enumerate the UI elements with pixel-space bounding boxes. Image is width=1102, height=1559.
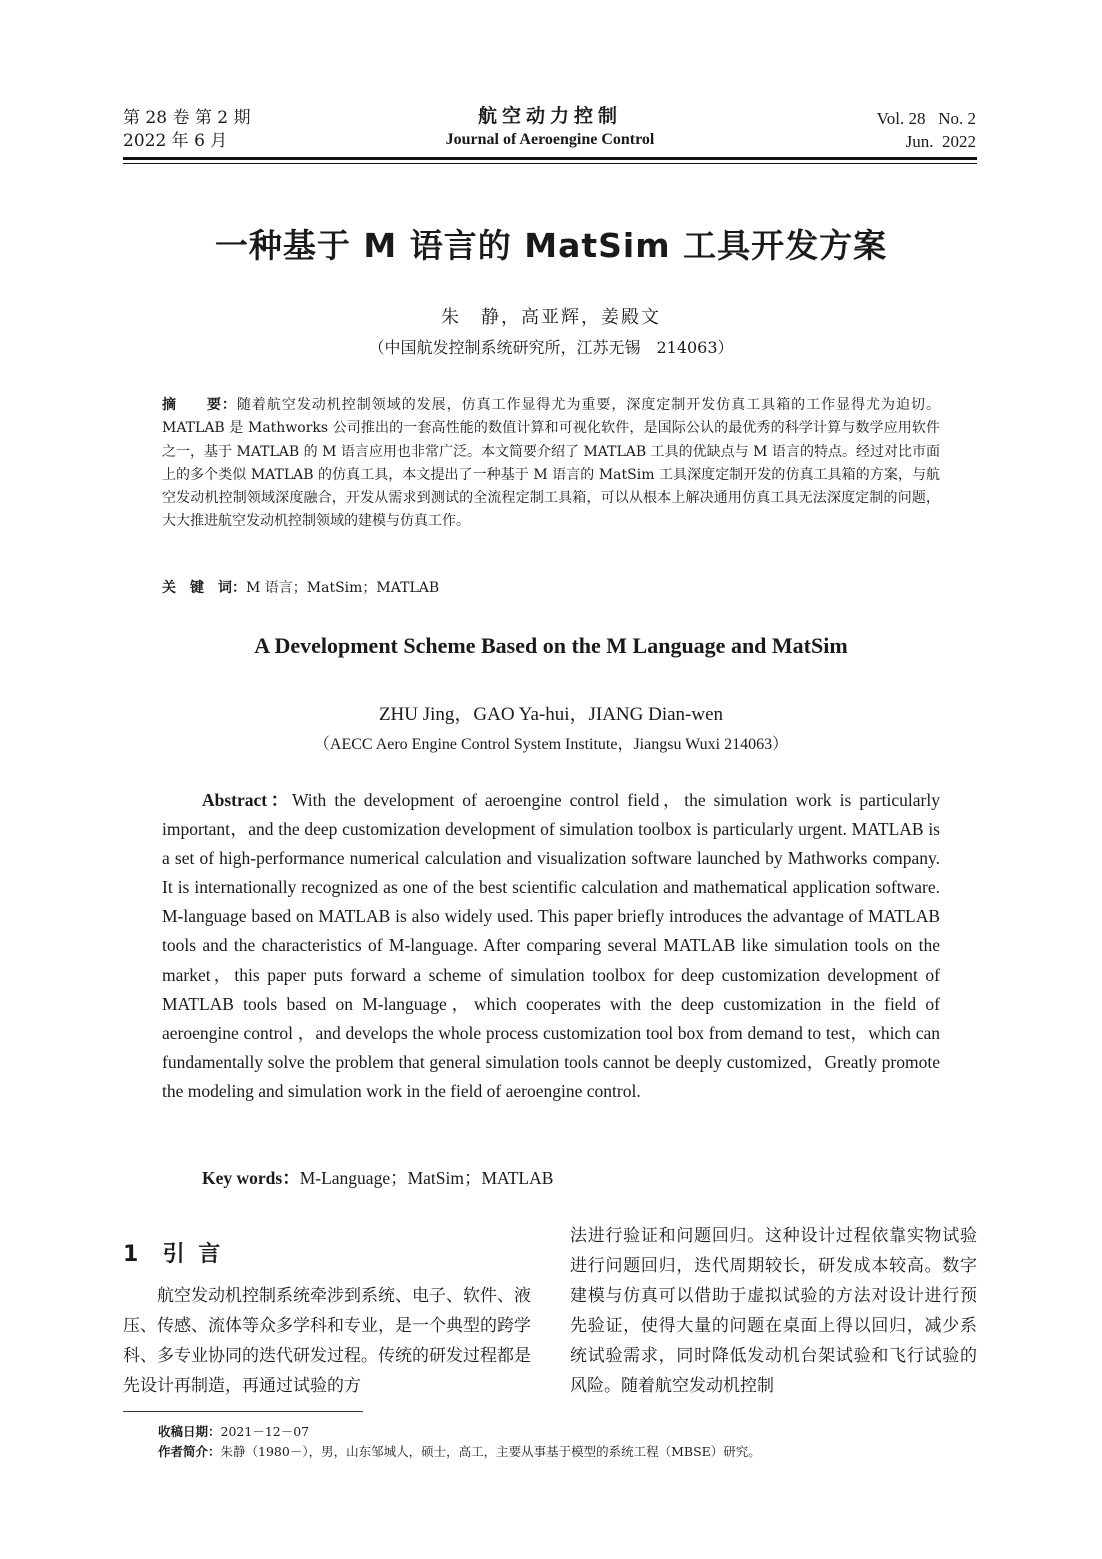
affiliation-cn: （中国航发控制系统研究所，江苏无锡 214063）: [368, 338, 734, 357]
authors-cn: 朱 静，高亚辉，姜殿文: [441, 307, 661, 328]
abstract-en-text: With the development of aeroengine control field，the simulation work is particularly important，and the deep customization development of simulation toolbox is particularly urgent. MATLAB is a set of high-performance numerical calculation and visualization software launched by Mathworks company. It is internationally recognized as one of the best scientific calculation and mathematical application software. M-language based on MATLAB is also widely used. This paper briefly introduces the advantage of MATLAB tools and the characteristics of M-language. After comparing several MATLAB like simulation tools on the market，this paper puts forward a scheme of simulation toolbox for deep customization development of MATLAB tools based on M-language，which cooperates with the deep customization in the field of aeroengine control ，and develops the whole process customization tool box from demand to test，which can fundamentally solve the problem that general simulation tools cannot be deeply customized，Greatly promote the modeling and simulation work in the field of aeroengine control.: [162, 790, 940, 1101]
header-rule-thick: [123, 157, 977, 160]
footnote-received: [158, 1422, 309, 1442]
header-journal: [360, 103, 740, 151]
paper-title-cn: 一种基于 M 语言的 MatSim 工具开发方案: [214, 226, 888, 265]
authors-en: ZHU Jing，GAO Ya-hui，JIANG Dian-wen: [378, 704, 724, 725]
keywords-en-text: M-Language；MatSim；MATLAB: [299, 1168, 554, 1188]
received-label: 收稿日期：: [158, 1424, 221, 1439]
journal-name-cn: 航空动力控制: [477, 105, 622, 127]
keywords-cn-text: M 语言；MatSim；MATLAB: [246, 580, 440, 596]
keywords-en-label: Key words：: [202, 1168, 300, 1188]
section-heading: 1 引 言: [123, 1242, 224, 1267]
header-right: [877, 107, 976, 153]
abstract-en-label: Abstract：: [202, 790, 292, 810]
abstract-en: [162, 786, 940, 1106]
keywords-en: [202, 1165, 940, 1191]
abstract-cn-label: 摘 要：: [162, 397, 237, 413]
footnote-rule: [123, 1411, 363, 1412]
keywords-cn: [162, 577, 940, 599]
abstract-cn-text: 随着航空发动机控制领域的发展，仿真工作显得尤为重要，深度定制开发仿真工具箱的工作显得尤为迫切。MATLAB 是 Mathworks 公司推出的一套高性能的数值计算和可视化软件，是国际公认的最优秀的科学计算与数学应用软件之一，基于 MATLAB 的 M 语言应用也非常广泛。本文简要介绍了 MATLAB 工具的优缺点与 M 语言的特点。经过对比市面上的多个类似 MATLAB 的仿真工具，本文提出了一种基于 M 语言的 MatSim 工具深度定制开发的仿真工具箱的方案，与航空发动机控制领域深度融合，开发从需求到测试的全流程定制工具箱，可以从根本上解决通用仿真工具无法深度定制的问题，大大推进航空发动机控制领域的建模与仿真工作。: [162, 397, 941, 530]
footnote-author-bio: [158, 1442, 761, 1462]
journal-name-en: Journal of Aeroengine Control: [445, 131, 655, 148]
volume-issue-en: Vol. 28 No. 2: [876, 109, 976, 128]
keywords-cn-label: 关 键 词：: [162, 580, 246, 596]
author-bio-text: 朱静（1980－），男，山东邹城人，硕士，高工，主要从事基于模型的系统工程（MBSE）研究。: [220, 1444, 761, 1459]
date-en: Jun. 2022: [905, 132, 976, 151]
body-text-right-column: 法进行验证和问题回归。这种设计过程依靠实物试验进行问题回归，迭代周期较长，研发成本较高。数字建模与仿真可以借助于虚拟试验的方法对设计进行预先验证，使得大量的问题在桌面上得以回归，减少系统试验需求，同时降低发动机台架试验和飞行试验的风险。随着航空发动机控制: [570, 1226, 977, 1396]
volume-issue-cn: 第 28 卷 第 2 期: [123, 108, 251, 128]
author-bio-label: 作者简介：: [158, 1444, 221, 1459]
received-date: 2021－12－07: [220, 1424, 310, 1439]
affiliation-en: （AECC Aero Engine Control System Institute，Jiangsu Wuxi 214063）: [313, 736, 789, 753]
abstract-cn: [162, 394, 940, 534]
date-cn: 2022 年 6 月: [123, 131, 228, 151]
paper-title-en: A Development Scheme Based on the M Language and MatSim: [254, 633, 848, 658]
header-rule-thin: [123, 163, 977, 164]
header-left: [123, 107, 250, 153]
body-text-left-column: 航空发动机控制系统牵涉到系统、电子、软件、液压、传感、流体等众多学科和专业，是一个典型的跨学科、多专业协同的迭代研发过程。传统的研发过程都是先设计再制造，再通过试验的方: [123, 1286, 531, 1396]
